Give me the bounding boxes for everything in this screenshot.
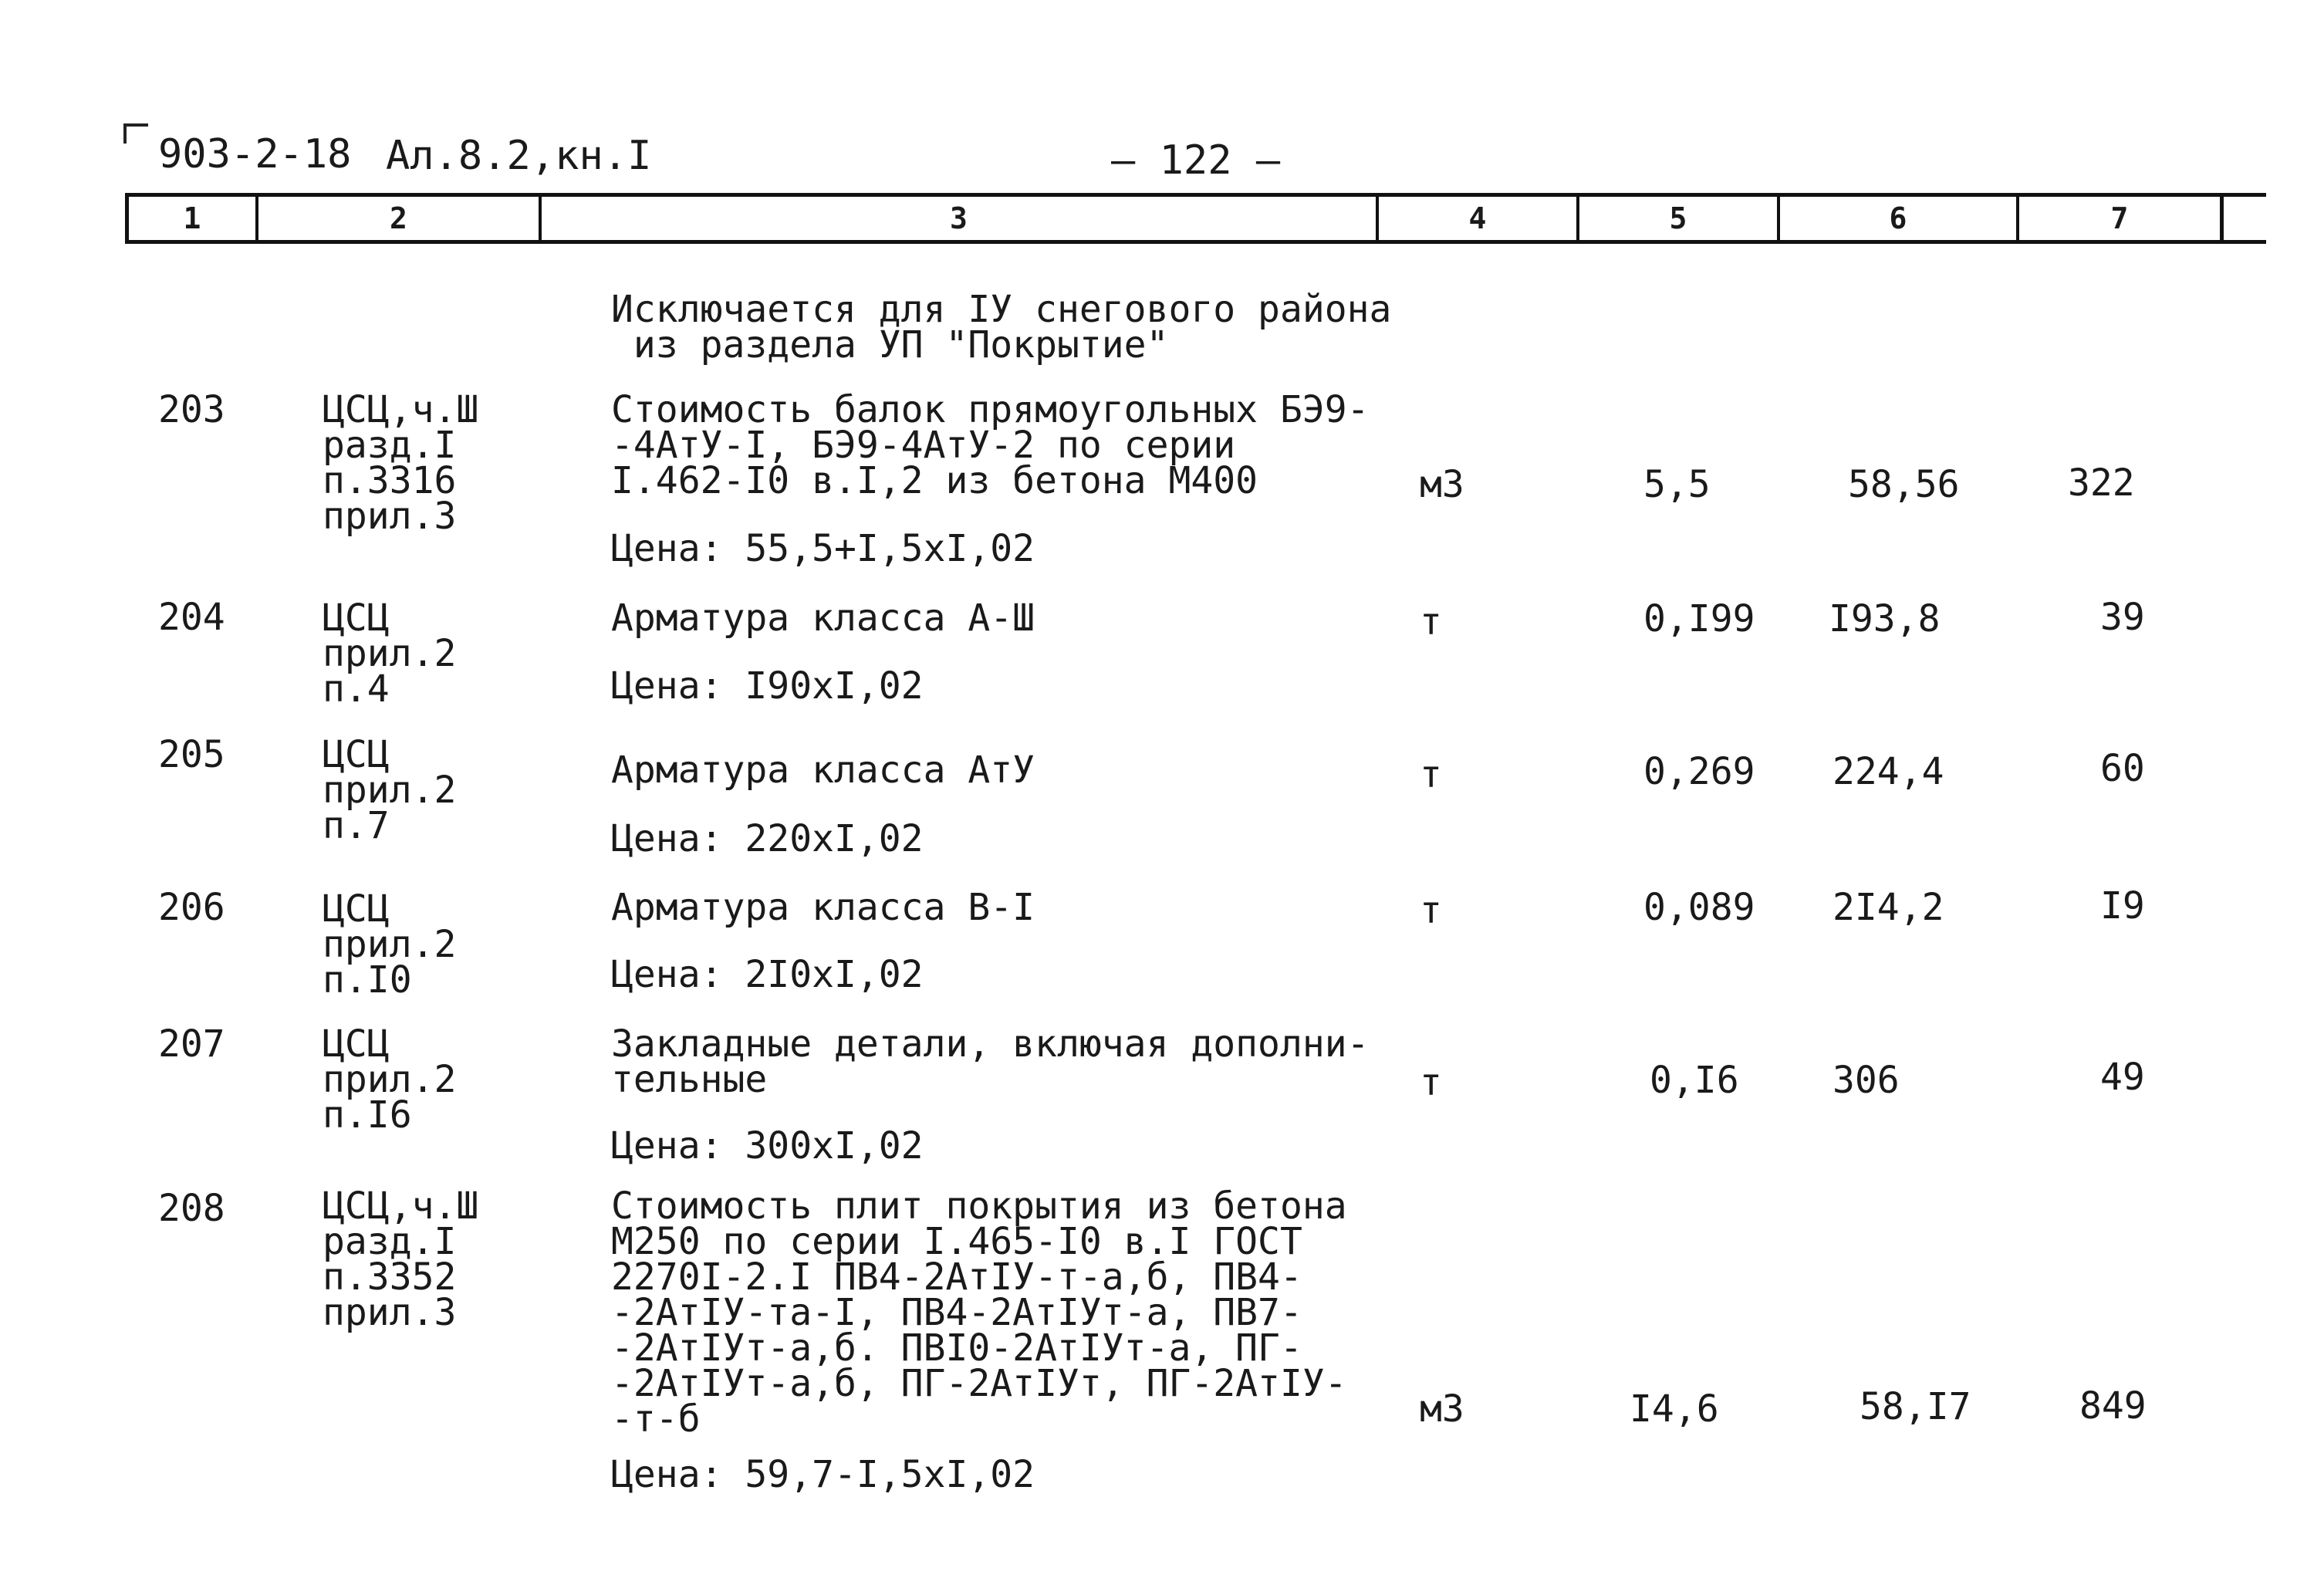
column-header-4: 4 bbox=[1379, 197, 1579, 240]
row-reference: ЦСЦ прил.2 п.7 bbox=[323, 733, 457, 847]
column-header-3: 3 bbox=[542, 197, 1379, 240]
corner-mark bbox=[123, 123, 148, 144]
row-unit-cost: 58,I7 bbox=[1860, 1385, 1971, 1428]
row-total: 849 bbox=[2079, 1384, 2147, 1428]
row-price-formula: Цена: 59,7-I,5хI,02 bbox=[611, 1453, 1035, 1496]
row-price-formula: Цена: 55,5+I,5хI,02 bbox=[611, 527, 1035, 570]
row-price-formula: Цена: I90хI,02 bbox=[611, 664, 924, 708]
row-unit: т bbox=[1420, 600, 1442, 644]
row-number: 208 bbox=[158, 1187, 225, 1230]
row-quantity: I4,6 bbox=[1630, 1387, 1719, 1431]
column-header-row bbox=[125, 193, 2224, 244]
column-header-6: 6 bbox=[1780, 197, 2019, 240]
row-reference: ЦСЦ,ч.Ш разд.I п.3316 прил.3 bbox=[323, 388, 479, 538]
row-unit: т bbox=[1420, 889, 1442, 932]
column-header-5: 5 bbox=[1579, 197, 1780, 240]
row-unit-cost: 2I4,2 bbox=[1833, 886, 1944, 929]
row-description: Арматура класса АтУ bbox=[611, 749, 1035, 792]
row-reference: ЦСЦ,ч.Ш разд.I п.3352 прил.3 bbox=[323, 1184, 479, 1334]
row-total: 60 bbox=[2100, 747, 2145, 790]
row-unit: т bbox=[1420, 1061, 1442, 1104]
row-number: 205 bbox=[158, 733, 225, 776]
row-quantity: 0,089 bbox=[1643, 886, 1755, 929]
row-unit: т bbox=[1420, 753, 1442, 796]
row-number: 204 bbox=[158, 596, 225, 639]
row-reference: ЦСЦ прил.2 п.4 bbox=[323, 596, 457, 711]
row-quantity: 0,I99 bbox=[1643, 597, 1755, 640]
row-number: 206 bbox=[158, 886, 225, 929]
row-total: 322 bbox=[2068, 461, 2135, 505]
exclusion-note: Исключается для IУ снегового района из раздела УП "Покрытие" bbox=[611, 288, 1392, 367]
row-reference: ЦСЦ прил.2 п.I0 bbox=[323, 887, 457, 1002]
row-unit-cost: I93,8 bbox=[1829, 597, 1941, 640]
doc-code: 903-2-18 bbox=[158, 131, 352, 177]
row-total: I9 bbox=[2100, 884, 2145, 928]
row-price-formula: Цена: 300хI,02 bbox=[611, 1124, 924, 1168]
column-header-2: 2 bbox=[258, 197, 542, 240]
row-unit-cost: 58,56 bbox=[1848, 463, 1960, 506]
row-price-formula: Цена: 2I0хI,02 bbox=[611, 953, 924, 996]
header-rule-top-extension bbox=[2220, 193, 2266, 197]
row-description: Стоимость балок прямоугольных БЭ9- -4АтУ-I, БЭ9-4АтУ-2 по серии I.462-I0 в.I,2 из бетона М400 bbox=[611, 388, 1370, 502]
row-number: 207 bbox=[158, 1022, 225, 1066]
row-unit: м3 bbox=[1420, 1387, 1464, 1431]
row-description: Стоимость плит покрытия из бетона М250 по серии I.465-I0 в.I ГОСТ 2270I-2.I ПВ4-2АтIУ-т-а,б, ПВ4- -2АтIУ-та-I, ПВ4-2АтIУт-а, ПВ7- -2АтIУт-а,б. ПВI0-2АтIУт-а, ПГ- -2АтIУт-а,б, ПГ-2АтIУт, ПГ-2АтIУ- -т-б bbox=[611, 1184, 1347, 1441]
row-total: 49 bbox=[2100, 1056, 2145, 1099]
column-header-1: 1 bbox=[129, 197, 258, 240]
row-unit-cost: 306 bbox=[1833, 1059, 1900, 1102]
row-price-formula: Цена: 220хI,02 bbox=[611, 817, 924, 860]
page-number: — 122 — bbox=[1111, 137, 1281, 184]
row-unit-cost: 224,4 bbox=[1833, 750, 1944, 793]
row-number: 203 bbox=[158, 388, 225, 431]
row-quantity: 0,269 bbox=[1643, 750, 1755, 793]
row-description: Арматура класса А-Ш bbox=[611, 596, 1035, 640]
row-total: 39 bbox=[2100, 596, 2145, 639]
row-unit: м3 bbox=[1420, 463, 1464, 506]
column-header-7: 7 bbox=[2110, 201, 2129, 235]
row-reference: ЦСЦ прил.2 п.I6 bbox=[323, 1022, 457, 1137]
row-description: Арматура класса В-I bbox=[611, 886, 1035, 929]
album-reference: Ал.8.2,кн.I bbox=[386, 133, 652, 179]
row-quantity: 0,I6 bbox=[1650, 1059, 1739, 1102]
header-rule-bottom-extension bbox=[2220, 240, 2266, 244]
row-quantity: 5,5 bbox=[1643, 463, 1711, 506]
row-description: Закладные детали, включая дополни- тельные bbox=[611, 1022, 1370, 1101]
